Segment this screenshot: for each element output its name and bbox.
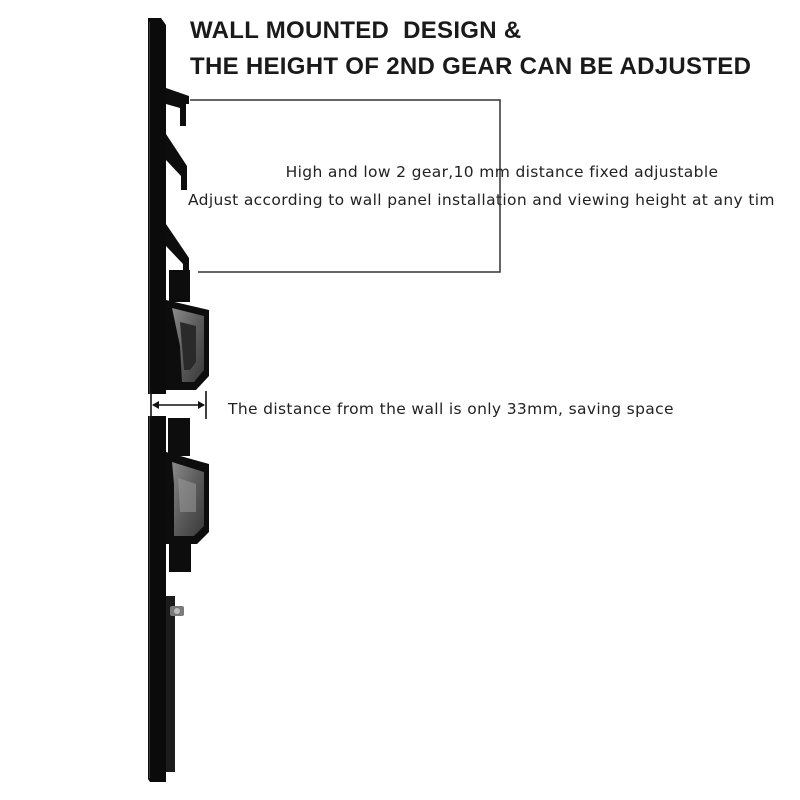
upper-hook-c	[166, 224, 189, 272]
wall-plate-upper-block	[169, 270, 190, 302]
gear-note-line-2: Adjust according to wall panel installation and viewing height at any tim	[188, 191, 775, 209]
heading-line-2: THE HEIGHT OF 2ND GEAR CAN BE ADJUSTED	[190, 53, 752, 80]
lower-bracket-inner-notch	[178, 478, 196, 512]
upper-hook-a	[166, 88, 189, 126]
wall-plate-lower-block	[169, 538, 191, 572]
heading-line-1: WALL MOUNTED DESIGN &	[190, 17, 522, 44]
gear-note-line-2-container	[188, 190, 800, 212]
gear-callout-bracket	[190, 100, 500, 272]
upper-hook-b	[166, 134, 187, 190]
wall-plate-middle-block	[168, 418, 190, 456]
screw-icon	[170, 606, 184, 616]
distance-note: The distance from the wall is only 33mm, saving space	[228, 400, 674, 418]
gear-note-line-1: High and low 2 gear,10 mm distance fixed adjustable	[285, 163, 719, 181]
wall-plate-lower-strip	[166, 596, 175, 772]
